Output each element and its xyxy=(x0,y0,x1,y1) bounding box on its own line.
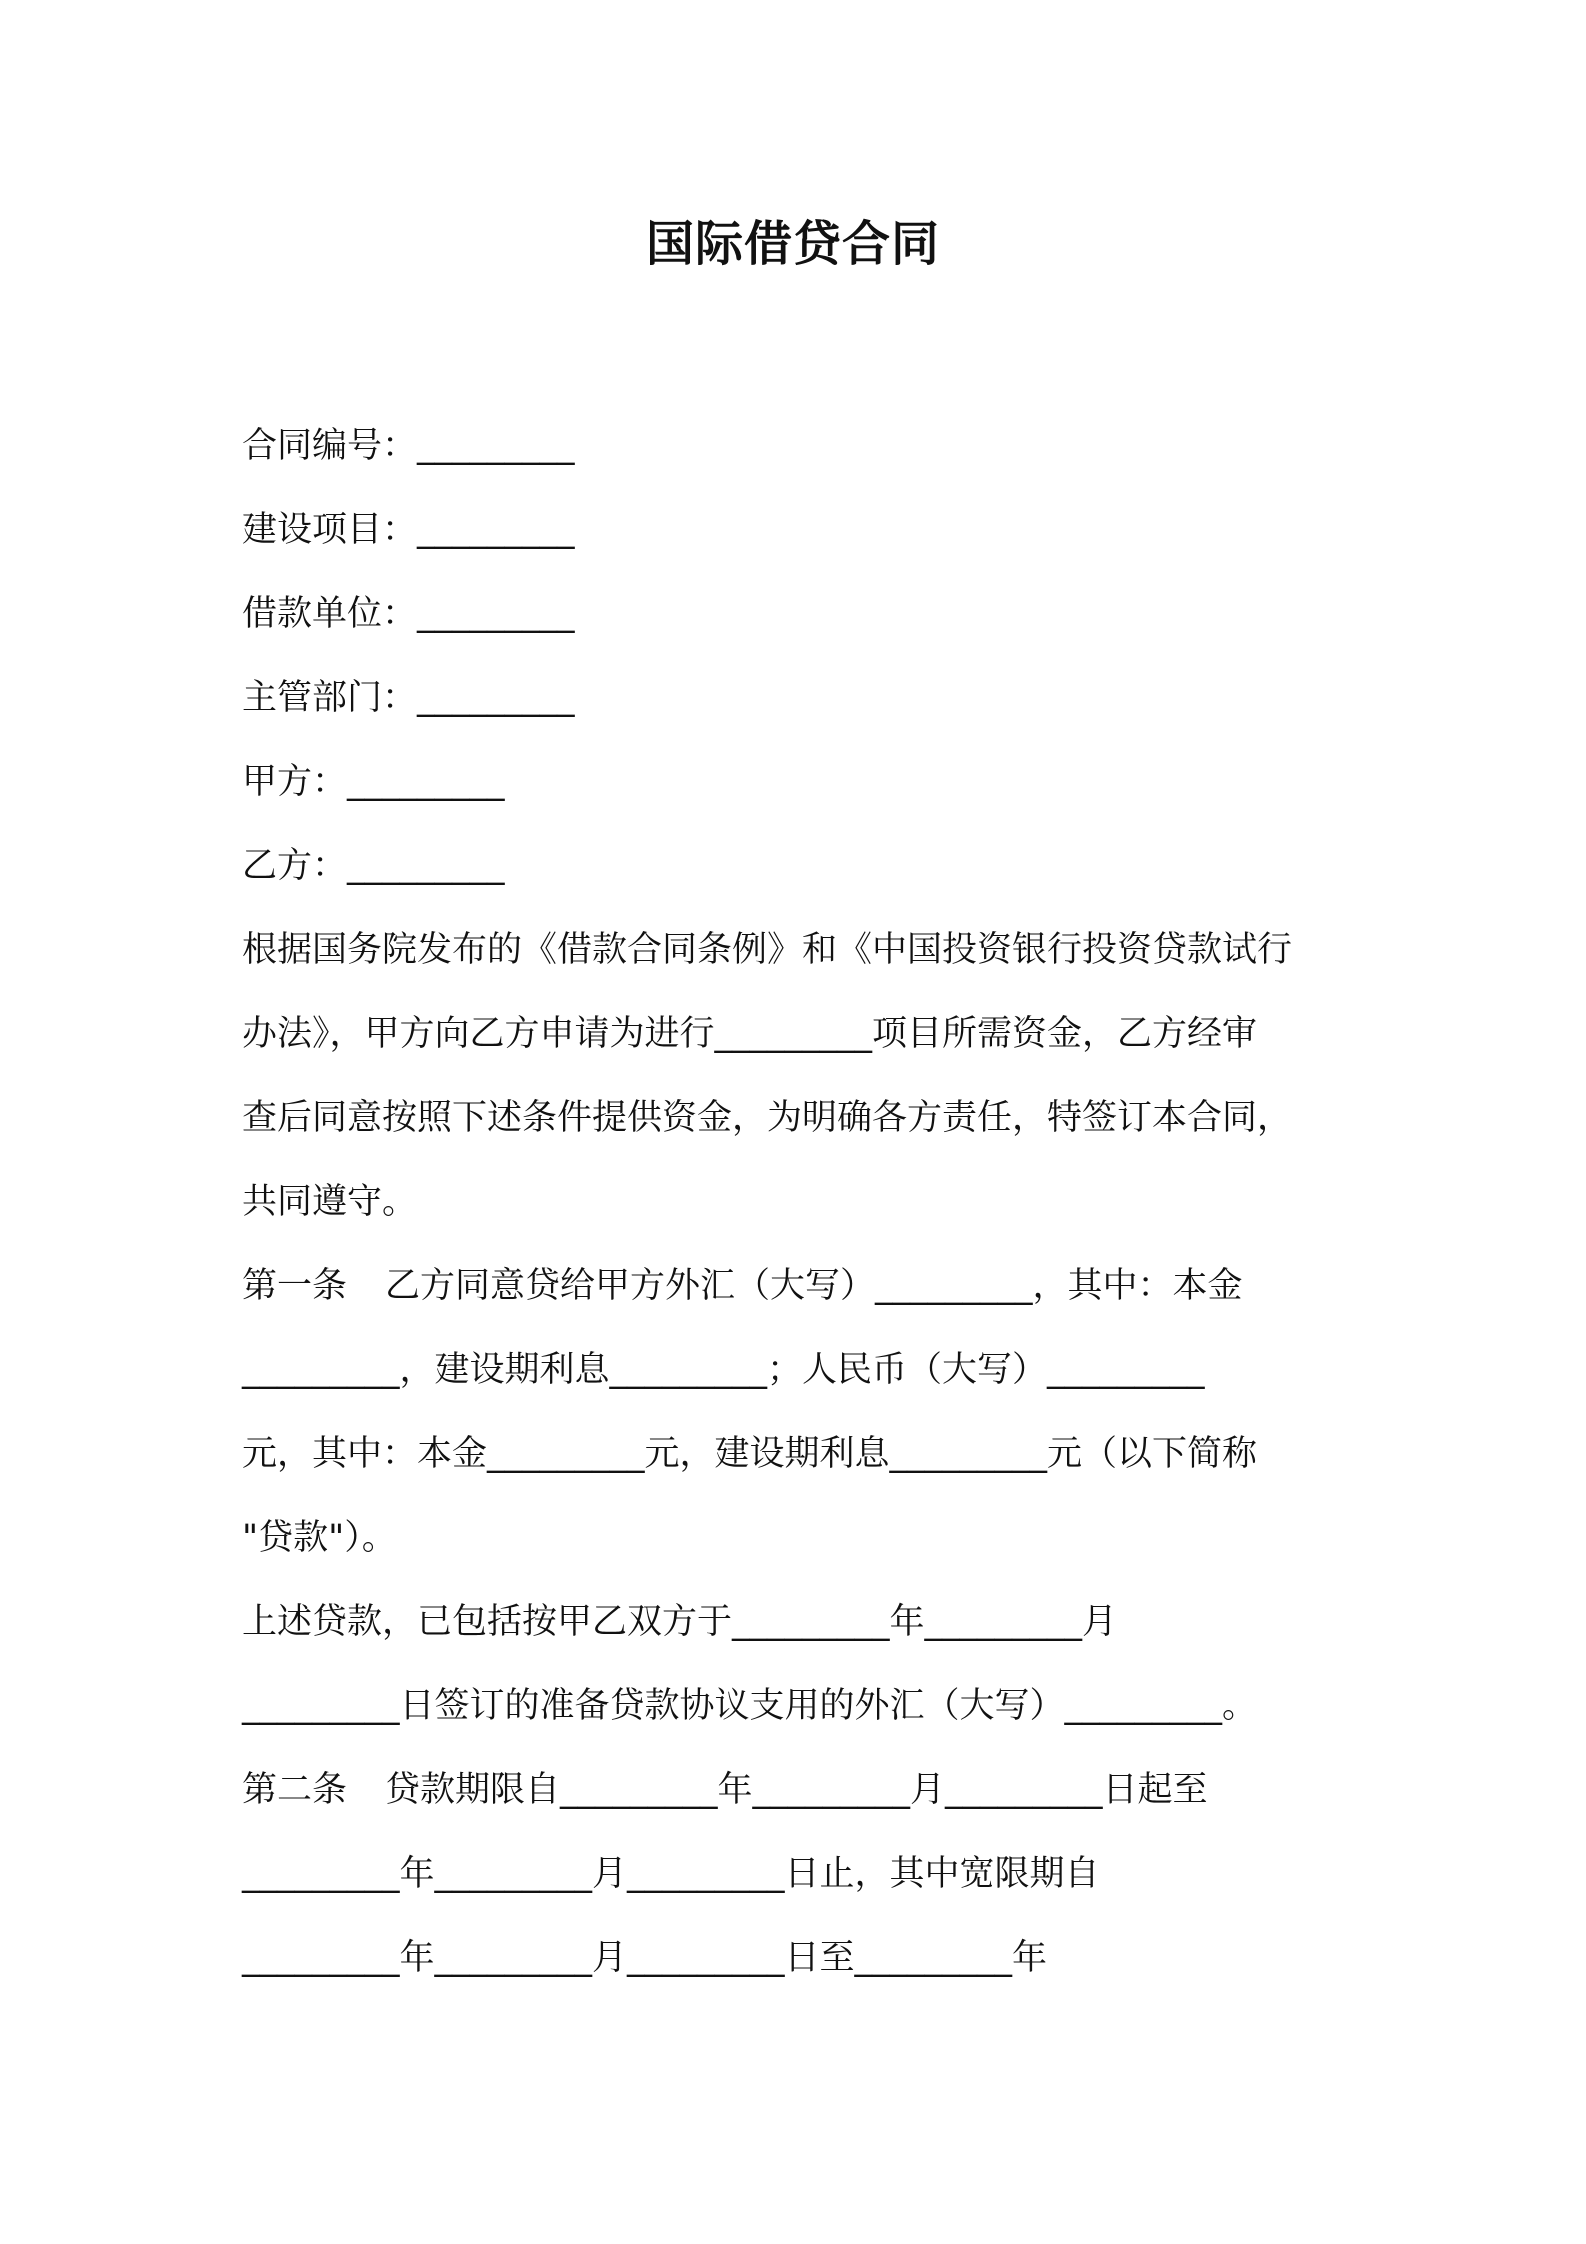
field-supervising-department: 主管部门：_________ xyxy=(242,678,575,718)
article-2-line: _________年_________月_________日止，其中宽限期自 xyxy=(242,1854,1100,1894)
article-1-line: 上述贷款，已包括按甲乙双方于_________年_________月 xyxy=(242,1602,1118,1642)
article-1-label: 第一条 xyxy=(242,1266,348,1306)
article-2-line xyxy=(242,1748,1362,1832)
preamble-line: 共同遵守。 xyxy=(242,1182,418,1222)
preamble-line: 办法》，甲方向乙方申请为进行_________项目所需资金，乙方经审 xyxy=(242,1014,1258,1054)
article-1-line: _________日签订的准备贷款协议支用的外汇（大写）_________。 xyxy=(242,1686,1258,1726)
field-party-a: 甲方：_________ xyxy=(242,762,505,802)
article-2-label: 第二条 xyxy=(242,1770,348,1810)
field-contract-number: 合同编号：_________ xyxy=(242,426,575,466)
article-2-text: 贷款期限自_________年_________月_________日起至 xyxy=(385,1770,1208,1810)
article-1-line: "贷款"）。 xyxy=(242,1518,397,1558)
field-party-b: 乙方：_________ xyxy=(242,846,505,886)
document-title: 国际借贷合同 xyxy=(645,216,940,272)
article-1-text: 乙方同意贷给甲方外汇（大写）_________，其中：本金 xyxy=(385,1266,1243,1306)
article-2-line: _________年_________月_________日至_________年 xyxy=(242,1938,1048,1978)
preamble-line: 根据国务院发布的《借款合同条例》和《中国投资银行投资贷款试行 xyxy=(242,930,1293,970)
document-body xyxy=(242,404,1362,2000)
article-1-line: 元，其中：本金_________元，建设期利息_________元（以下简称 xyxy=(242,1434,1258,1474)
field-borrowing-unit: 借款单位：_________ xyxy=(242,594,575,634)
preamble-line: 查后同意按照下述条件提供资金，为明确各方责任，特签订本合同， xyxy=(242,1098,1293,1138)
article-1-line xyxy=(242,1244,1362,1328)
article-1-line: _________，建设期利息_________；人民币（大写）_________ xyxy=(242,1350,1205,1390)
field-construction-project: 建设项目：_________ xyxy=(242,510,575,550)
